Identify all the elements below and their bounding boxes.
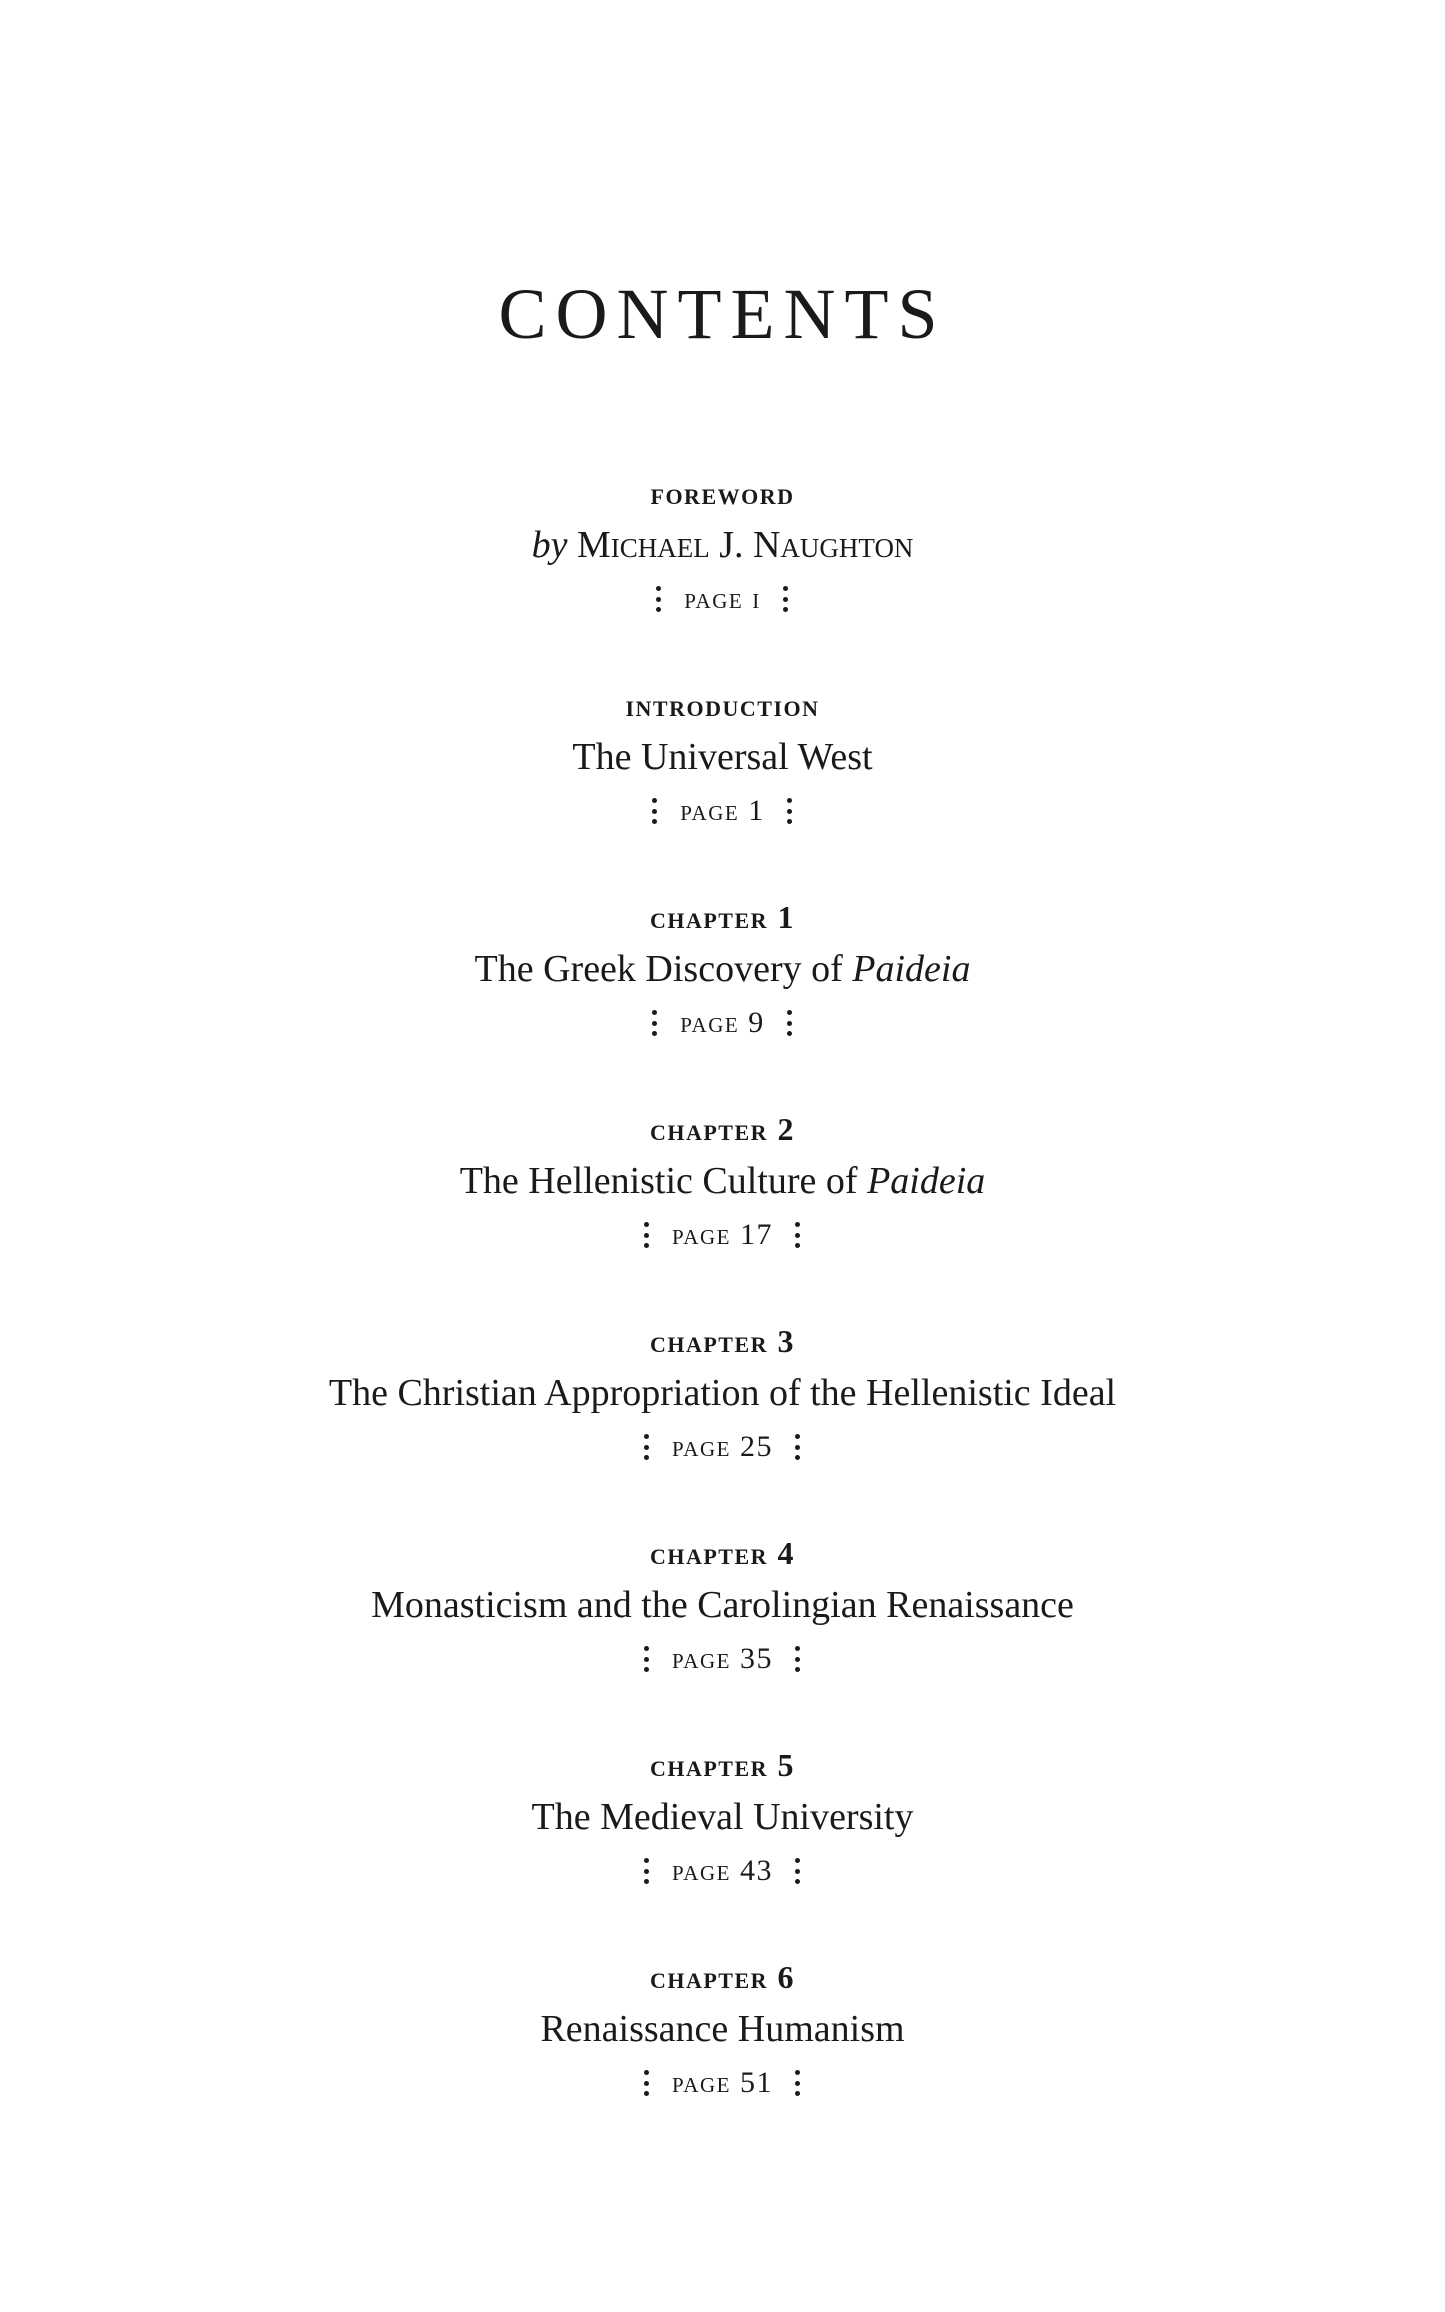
vertical-dots-icon xyxy=(652,1010,658,1036)
page-number: page 1 xyxy=(680,794,765,827)
entry-page-ref[interactable] xyxy=(0,2056,1445,2110)
toc-entry-chapter-3 xyxy=(0,1316,1445,1474)
toc-entry-chapter-6 xyxy=(0,1952,1445,2110)
entry-title[interactable] xyxy=(0,1154,1445,1208)
page-number: page 17 xyxy=(672,1218,773,1251)
vertical-dots-icon xyxy=(787,1010,793,1036)
vertical-dots-icon xyxy=(644,1646,650,1672)
vertical-dots-icon xyxy=(795,1434,801,1460)
page-number: page 9 xyxy=(680,1006,765,1039)
entry-label: introduction xyxy=(625,687,820,723)
toc-entry-introduction xyxy=(0,680,1445,838)
entry-title[interactable] xyxy=(0,942,1445,996)
toc-entry-chapter-5 xyxy=(0,1740,1445,1898)
toc-entry-chapter-1 xyxy=(0,892,1445,1050)
vertical-dots-icon xyxy=(783,586,789,612)
entry-title-italic: Paideia xyxy=(867,1160,986,1202)
entry-label: chapter 4 xyxy=(649,1535,796,1571)
entry-title[interactable]: Monasticism and the Carolingian Renaissance xyxy=(371,1584,1074,1626)
entry-page-ref[interactable] xyxy=(0,784,1445,838)
page-number: page 43 xyxy=(672,1854,773,1887)
vertical-dots-icon xyxy=(787,798,793,824)
byline-author: Michael J. Naughton xyxy=(576,524,914,566)
entry-label: chapter 6 xyxy=(649,1959,796,1995)
vertical-dots-icon xyxy=(795,2070,801,2096)
entry-page-ref[interactable] xyxy=(0,572,1445,626)
vertical-dots-icon xyxy=(795,1222,801,1248)
vertical-dots-icon xyxy=(795,1858,801,1884)
entry-byline xyxy=(0,518,1445,572)
entry-page-ref[interactable] xyxy=(0,1632,1445,1686)
entry-label: chapter 3 xyxy=(649,1323,796,1359)
page-number: page 35 xyxy=(672,1642,773,1675)
entry-title-text: The Greek Discovery of xyxy=(474,948,843,990)
entry-label: chapter 2 xyxy=(649,1111,796,1147)
toc-entry-chapter-4 xyxy=(0,1528,1445,1686)
vertical-dots-icon xyxy=(644,1434,650,1460)
entry-title-italic: Paideia xyxy=(852,948,971,990)
page-number: page 25 xyxy=(672,1430,773,1463)
page-title: CONTENTS xyxy=(498,274,947,354)
entry-title[interactable]: The Medieval University xyxy=(531,1796,914,1838)
entry-label: foreword xyxy=(650,475,795,511)
vertical-dots-icon xyxy=(644,1858,650,1884)
vertical-dots-icon xyxy=(644,1222,650,1248)
vertical-dots-icon xyxy=(656,586,662,612)
entry-title[interactable]: The Universal West xyxy=(572,736,873,778)
entry-page-ref[interactable] xyxy=(0,1420,1445,1474)
toc-entry-chapter-2 xyxy=(0,1104,1445,1262)
vertical-dots-icon xyxy=(795,1646,801,1672)
entry-title[interactable]: Renaissance Humanism xyxy=(540,2008,905,2050)
page-number: page i xyxy=(684,582,761,615)
vertical-dots-icon xyxy=(644,2070,650,2096)
entry-page-ref[interactable] xyxy=(0,1844,1445,1898)
entry-title[interactable]: The Christian Appropriation of the Hellenistic Ideal xyxy=(328,1372,1117,1414)
entry-label: chapter 1 xyxy=(649,899,796,935)
entry-title-text: The Hellenistic Culture of xyxy=(459,1160,858,1202)
toc-entry-foreword xyxy=(0,468,1445,626)
entry-label: chapter 5 xyxy=(649,1747,796,1783)
entry-page-ref[interactable] xyxy=(0,996,1445,1050)
vertical-dots-icon xyxy=(652,798,658,824)
byline-by: by xyxy=(531,524,568,566)
page-number: page 51 xyxy=(672,2066,773,2099)
entry-page-ref[interactable] xyxy=(0,1208,1445,1262)
